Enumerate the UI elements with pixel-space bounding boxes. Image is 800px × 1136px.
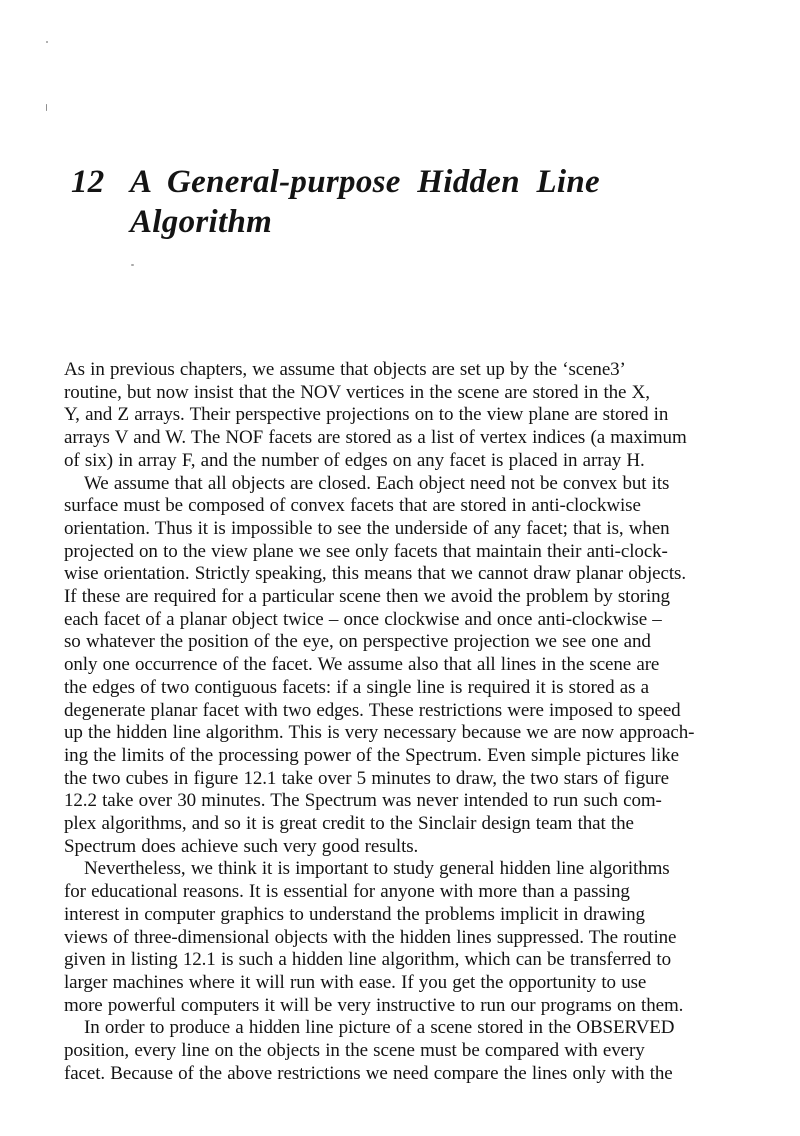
paragraph [64,359,744,473]
chapter-title-line1: A General-purpose Hidden Line [130,164,600,200]
paragraph [64,473,744,859]
text-line: ing the limits of the processing power of the Spectrum. Even simple pictures like [64,744,679,766]
text-line: larger machines where it will run with ease. If you get the opportunity to use [64,971,647,993]
text-line: views of three-dimensional objects with the hidden lines suppressed. The routine [64,926,677,948]
text-line: In order to produce a hidden line picture of a scene stored in the OBSERVED [84,1017,675,1039]
text-line: Nevertheless, we think it is important to study general hidden line algorithms [84,858,670,880]
text-line: each facet of a planar object twice – once clockwise and once anti-clockwise – [64,608,662,630]
chapter-heading [71,162,600,242]
text-line: wise orientation. Strictly speaking, this means that we cannot draw planar objects. [64,563,686,585]
text-line: arrays V and W. The NOF facets are stored as a list of vertex indices (a maximum [64,427,687,449]
text-line: degenerate planar facet with two edges. These restrictions were imposed to speed [64,699,681,721]
scan-speck [46,41,48,43]
body-text [64,359,744,1086]
text-line: facet. Because of the above restrictions we need compare the lines only with the [64,1062,673,1084]
text-line: position, every line on the objects in the scene must be compared with every [64,1040,645,1062]
text-line: so whatever the position of the eye, on perspective projection we see one and [64,631,651,653]
text-line: the edges of two contiguous facets: if a single line is required it is stored as a [64,676,649,698]
scan-speck [46,104,47,111]
scan-speck [131,264,134,266]
chapter-title-line2: Algorithm [130,204,273,240]
text-line: for educational reasons. It is essential for anyone with more than a passing [64,881,630,903]
text-line: surface must be composed of convex facets that are stored in anti-clockwise [64,495,641,517]
text-line: up the hidden line algorithm. This is very necessary because we are now approach- [64,722,695,744]
text-line: We assume that all objects are closed. Each object need not be convex but its [84,472,670,494]
paragraph [64,1017,744,1085]
text-line: As in previous chapters, we assume that objects are set up by the ‘scene3’ [64,359,626,380]
text-line: Spectrum does achieve such very good results. [64,835,419,857]
text-line: If these are required for a particular scene then we avoid the problem by storing [64,586,670,608]
text-line: more powerful computers it will be very instructive to run our programs on them. [64,994,684,1016]
text-line: routine, but now insist that the NOV vertices in the scene are stored in the X, [64,381,650,403]
text-line: 12.2 take over 30 minutes. The Spectrum was never intended to run such com- [64,790,662,812]
text-line: of six) in array F, and the number of edges on any facet is placed in array H. [64,449,645,471]
text-line: projected on to the view plane we see only facets that maintain their anti-clock- [64,540,668,562]
text-line: interest in computer graphics to understand the problems implicit in drawing [64,903,645,925]
chapter-title [130,162,600,242]
text-line: orientation. Thus it is impossible to see the underside of any facet; that is, when [64,517,670,539]
text-line: the two cubes in figure 12.1 take over 5 minutes to draw, the two stars of figure [64,767,669,789]
chapter-number: 12 [71,164,105,200]
text-line: Y, and Z arrays. Their perspective projections on to the view plane are stored in [64,404,669,426]
text-line: only one occurrence of the facet. We assume also that all lines in the scene are [64,654,660,676]
text-line: plex algorithms, and so it is great credit to the Sinclair design team that the [64,813,634,835]
text-line: given in listing 12.1 is such a hidden line algorithm, which can be transferred to [64,949,672,971]
paragraph [64,858,744,1017]
